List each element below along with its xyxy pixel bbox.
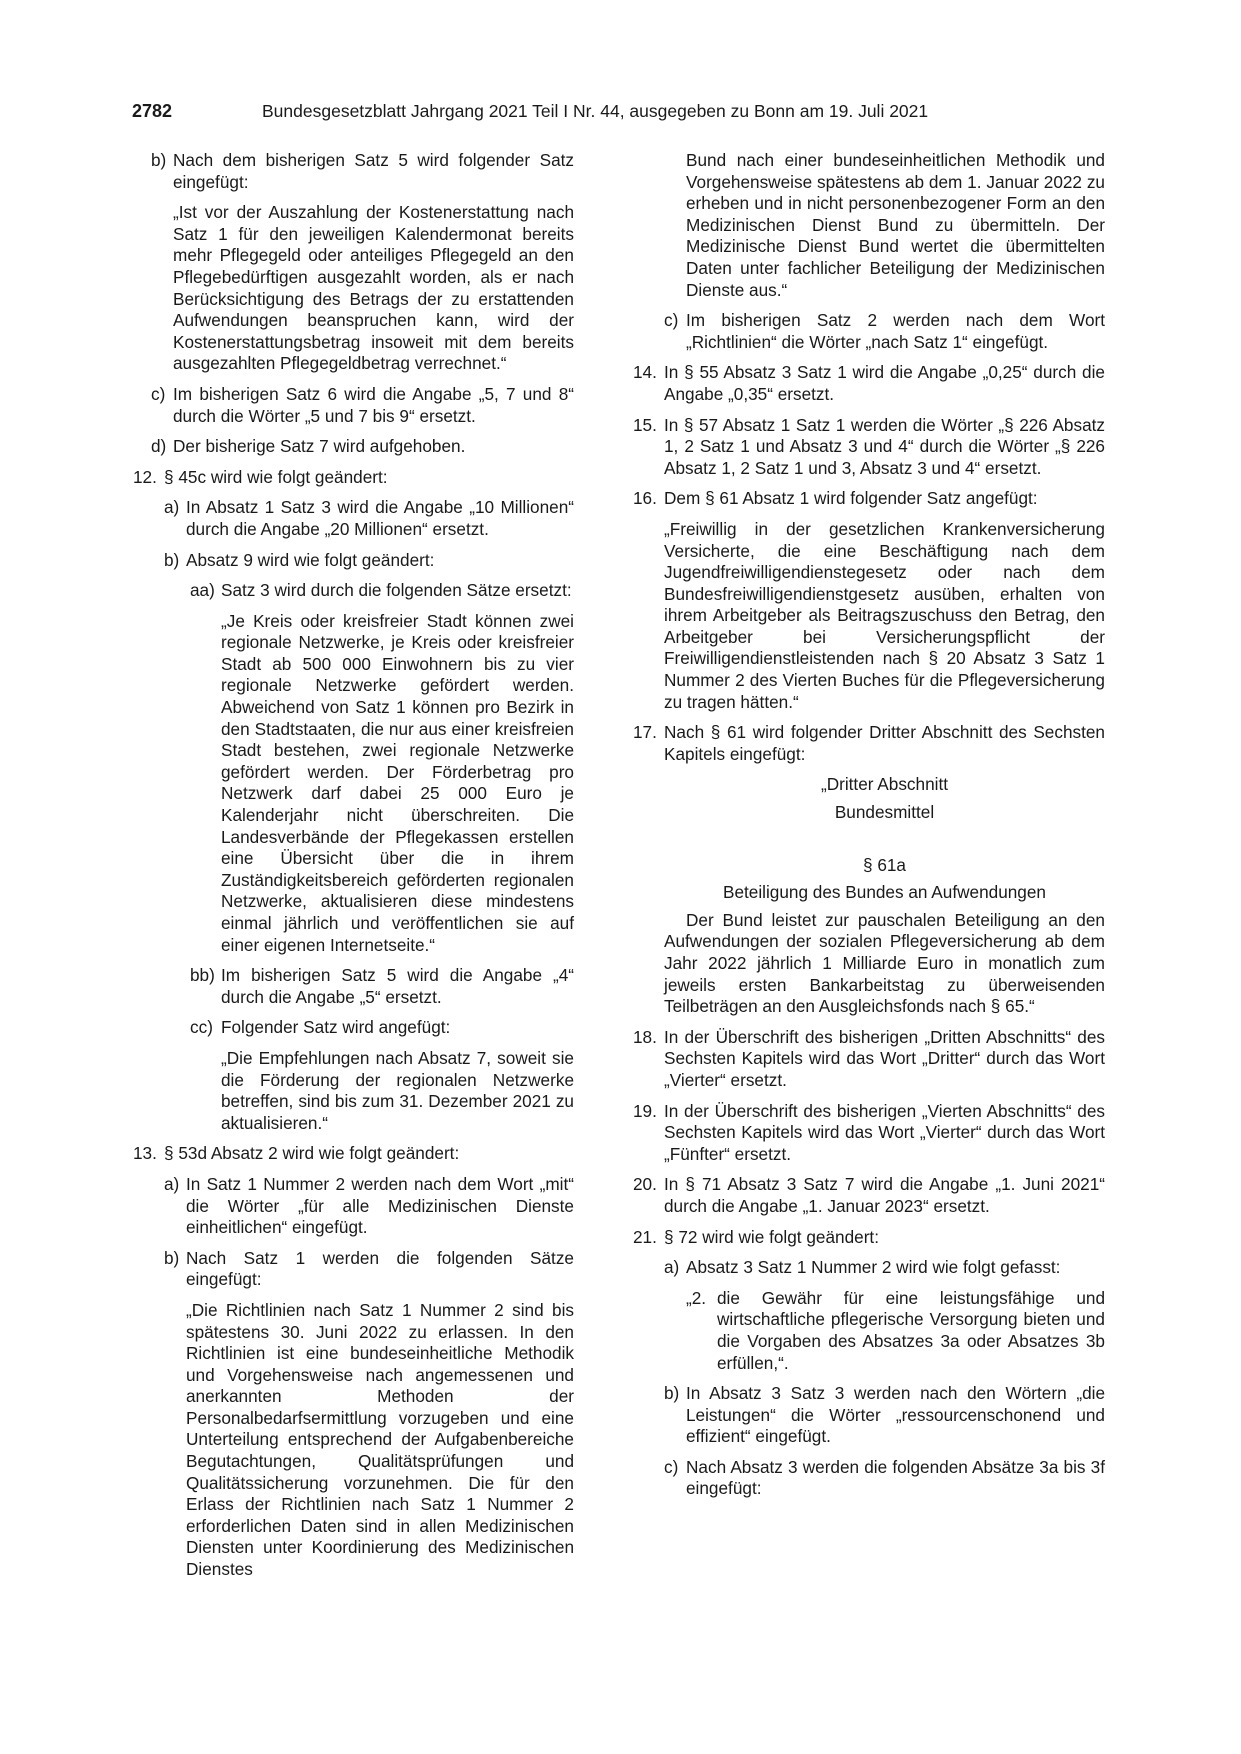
item-text: die Gewähr für eine leistungsfähige und wirtschaftliche pflegerische Versorgung bieten und die Vorgaben des Absatzes 3a oder Absatzes 3b erfüllen,“.	[717, 1287, 1105, 1373]
item-marker: 18.	[633, 1026, 657, 1047]
quote-block: „Je Kreis oder kreisfreier Stadt können zwei regionale Netzwerke, je Kreis oder kreisfreier Stadt ab 500 000 Einwohnern bis zu vier regionale Netzwerke gefördert werden. Abweichend von Satz 1 können pro Bezirk in den Stadtstaaten, die nur aus einer kreisfreien Stadt bestehen, zwei regionale Netzwerke gefördert werden. Der Förderbetrag pro Netzwerk darf dabei 25 000 Euro je Kalenderjahr nicht überschreiten. Die Landesverbände der Pflegekassen erstellen eine Übersicht über die in ihrem Zuständigkeitsbereich geförderten regionalen Netzwerke, aktualisieren diese mindestens einmal jährlich und veröffentlichen sie auf einer eigenen Internetseite.“	[221, 610, 574, 955]
left-column	[133, 150, 574, 1590]
item-text: In § 71 Absatz 3 Satz 7 wird die Angabe „1. Juni 2021“ durch die Angabe „1. Januar 2023“ ersetzt.	[664, 1174, 1105, 1216]
quote-block: „Die Empfehlungen nach Absatz 7, soweit sie die Förderung der regionalen Netzwerke betreffen, sind bis zum 31. Dezember 2021 zu aktualisieren.“	[221, 1047, 574, 1133]
item-c	[664, 310, 1105, 353]
item-text: Im bisherigen Satz 2 werden nach dem Wort „Richtlinien“ die Wörter „nach Satz 1“ eingefügt.	[686, 310, 1105, 352]
section-heading: „Dritter Abschnitt	[820, 774, 949, 795]
item-text: Absatz 9 wird wie folgt geändert:	[186, 549, 435, 570]
item-text: Nach dem bisherigen Satz 5 wird folgender Satz eingefügt:	[173, 150, 574, 192]
item-marker: 20.	[633, 1174, 657, 1195]
item-14	[633, 362, 1105, 405]
page-number: 2782	[132, 101, 173, 121]
item-b	[133, 150, 574, 193]
item-marker: a)	[164, 1173, 180, 1194]
item-text: Nach Satz 1 werden die folgenden Sätze eingefügt:	[186, 1247, 574, 1290]
item-marker: b)	[164, 1247, 180, 1268]
item-marker: 21.	[633, 1226, 657, 1247]
item-marker: 14.	[633, 362, 657, 383]
item-c	[133, 384, 574, 427]
item-18	[633, 1027, 1105, 1092]
item-marker: b)	[164, 549, 180, 570]
item-17	[633, 722, 1105, 765]
quote-block-continued: Bund nach einer bundeseinheitlichen Methodik und Vorgehensweise spätestens ab dem 1. Januar 2022 zu erheben und in nicht personenbezogener Form an den Medizinischen Dienst Bund zu übermitteln. Der Medizinische Dienst Bund wertet die übermittelten Daten unter fachlicher Beteiligung der Medizinischen Dienste aus.“	[686, 150, 1105, 300]
item-marker: 19.	[633, 1100, 657, 1121]
item-text: In Absatz 3 Satz 3 werden nach den Wörtern „die Leistungen“ die Wörter „ressourcenschonend und effizient“ eingefügt.	[686, 1383, 1105, 1447]
item-marker: aa)	[190, 580, 215, 601]
item-text: In Absatz 1 Satz 3 wird die Angabe „10 Millionen“ durch die Angabe „20 Millionen“ ersetzt.	[186, 497, 574, 539]
gazette-header: Bundesgesetzblatt Jahrgang 2021 Teil I Nr. 44, ausgegeben zu Bonn am 19. Juli 2021	[262, 101, 929, 121]
item-16	[633, 488, 1105, 510]
item-marker: a)	[664, 1257, 680, 1278]
item-text: In der Überschrift des bisherigen „Dritten Abschnitts“ des Sechsten Kapitels wird das Wort „Dritter“ durch das Wort „Vierter“ ersetzt.	[664, 1026, 1105, 1090]
item-text: Nach Absatz 3 werden die folgenden Absätze 3a bis 3f eingefügt:	[686, 1456, 1105, 1499]
item-marker: bb)	[190, 965, 215, 986]
item-13b	[133, 1248, 574, 1291]
item-text: In § 57 Absatz 1 Satz 1 werden die Wörter „§ 226 Absatz 1, 2 Satz 1 und Absatz 3 und 4“ durch die Wörter „§ 226 Absatz 1, 2 Satz 1 und 3, Absatz 3 und 4“ ersetzt.	[664, 414, 1105, 478]
item-text: In Satz 1 Nummer 2 werden nach dem Wort „mit“ die Wörter „für alle Medizinischen Dienste einheitlichen“ eingefügt.	[186, 1173, 574, 1238]
item-text: § 53d Absatz 2 wird wie folgt geändert:	[164, 1143, 460, 1164]
item-21	[633, 1227, 1105, 1249]
item-15	[633, 415, 1105, 480]
item-cc	[133, 1017, 574, 1039]
item-marker: cc)	[190, 1017, 213, 1038]
item-12b	[133, 550, 574, 572]
quote-item	[664, 1288, 1105, 1374]
item-text: § 45c wird wie folgt geändert:	[164, 466, 388, 487]
item-text: Im bisherigen Satz 5 wird die Angabe „4“ durch die Angabe „5“ ersetzt.	[221, 965, 574, 1007]
item-marker: c)	[664, 1456, 679, 1477]
item-12	[133, 467, 574, 489]
item-13a	[133, 1174, 574, 1239]
item-12a	[133, 497, 574, 540]
quote-block: „Ist vor der Auszahlung der Kostenerstattung nach Satz 1 für den jeweiligen Kalendermonat bereits mehr Pflegegeld oder anteiliges Pflegegeld an den Pflegebedürftigen ausgezahlt worden, als er nach Berücksichtigung des Betrags der zu erstattenden Aufwendungen beanspruchen kann, wird der Kostenerstattungsbetrag insoweit mit dem bereits ausgezahlten Pflegegeldbetrag verrechnet.“	[173, 202, 574, 374]
paragraph-text: Der Bund leistet zur pauschalen Beteiligung an den Aufwendungen der sozialen Pflegeversicherung ab dem Jahr 2022 jährlich 1 Milliarde Euro in monatlich zum jeweils ersten Bankarbeitstag zu überweisenden Teilbeträgen an den Ausgleichsfonds nach § 65.“	[664, 909, 1105, 1017]
item-text: In der Überschrift des bisherigen „Vierten Abschnitts“ des Sechsten Kapitels wird das Wort „Vierter“ durch das Wort „Fünfter“ ersetzt.	[664, 1100, 1105, 1164]
item-marker: 16.	[633, 488, 657, 509]
item-text: Im bisherigen Satz 6 wird die Angabe „5, 7 und 8“ durch die Wörter „5 und 7 bis 9“ ersetzt.	[173, 383, 574, 426]
item-marker: a)	[164, 497, 180, 518]
item-13	[133, 1143, 574, 1165]
item-marker: b)	[151, 150, 167, 170]
item-bb	[133, 965, 574, 1008]
item-text: Satz 3 wird durch die folgenden Sätze ersetzt:	[221, 580, 572, 601]
item-19	[633, 1101, 1105, 1166]
right-column	[633, 150, 1105, 1509]
item-20	[633, 1174, 1105, 1217]
item-marker: d)	[151, 436, 167, 457]
item-21a	[664, 1257, 1105, 1279]
item-text: Folgender Satz wird angefügt:	[221, 1017, 451, 1038]
item-text: Nach § 61 wird folgender Dritter Abschnitt des Sechsten Kapitels eingefügt:	[664, 722, 1105, 764]
section-title: Bundesmittel	[834, 802, 935, 823]
item-marker: „2.	[686, 1287, 707, 1308]
paragraph-number: § 61a	[862, 854, 906, 875]
item-marker: 17.	[633, 722, 657, 743]
item-marker: 13.	[133, 1143, 157, 1164]
item-text: In § 55 Absatz 3 Satz 1 wird die Angabe „0,25“ durch die Angabe „0,35“ ersetzt.	[664, 362, 1105, 404]
item-text: Dem § 61 Absatz 1 wird folgender Satz angefügt:	[664, 488, 1038, 509]
item-marker: c)	[664, 310, 679, 331]
item-aa	[133, 580, 574, 602]
item-marker: 12.	[133, 466, 157, 487]
item-d	[133, 436, 574, 458]
quote-block: „Freiwillig in der gesetzlichen Krankenversicherung Versicherte, die eine Beschäftigung nach dem Jugendfreiwilligendienstegesetz oder nach dem Bundesfreiwilligendienstgesetz ausüben, erhalten von ihrem Arbeitgeber als Beitragszuschuss den Betrag, den Arbeitgeber bei Versicherungspflicht der Freiwilligendienstleistenden nach § 20 Absatz 3 Satz 1 Nummer 2 des Vierten Buches für die Pflegeversicherung zu tragen hätten.“	[664, 518, 1105, 712]
item-marker: c)	[151, 383, 166, 404]
paragraph-title: Beteiligung des Bundes an Aufwendungen	[722, 882, 1046, 903]
item-marker: 15.	[633, 414, 657, 435]
item-text: Der bisherige Satz 7 wird aufgehoben.	[173, 436, 466, 457]
item-text: Absatz 3 Satz 1 Nummer 2 wird wie folgt gefasst:	[686, 1257, 1061, 1278]
item-marker: b)	[664, 1383, 680, 1404]
item-text: § 72 wird wie folgt geändert:	[664, 1226, 879, 1247]
item-21c	[664, 1457, 1105, 1500]
item-21b	[664, 1383, 1105, 1448]
quote-block: „Die Richtlinien nach Satz 1 Nummer 2 sind bis spätestens 30. Juni 2022 zu erlassen. In den Richtlinien ist eine bundeseinheitliche Methodik und Vorgehensweise nach angemessenen und anerkannten Methoden der Personalbedarfsermittlung vorzugeben und eine Unterteilung entsprechend der Aufgabenbereiche Begutachtungen, Qualitätsprüfungen und Qualitätssicherung vorzunehmen. Die für den Erlass der Richtlinien nach Satz 1 Nummer 2 erforderlichen Daten sind in allen Medizinischen Diensten unter Koordinierung des Medizinischen Dienstes	[186, 1299, 574, 1580]
